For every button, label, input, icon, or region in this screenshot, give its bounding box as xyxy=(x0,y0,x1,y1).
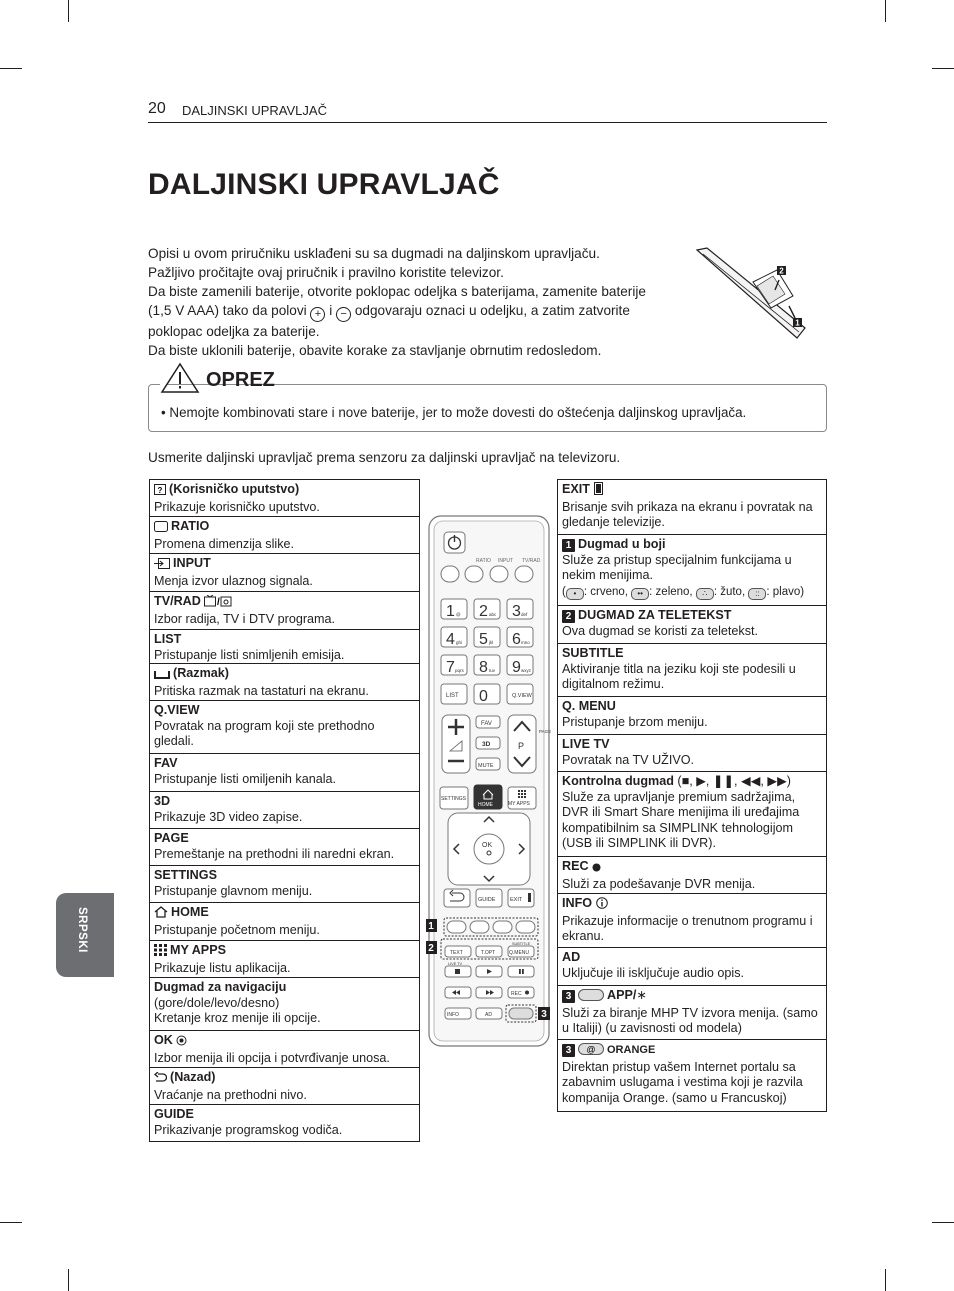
asterisk-icon: ∗ xyxy=(636,988,647,1002)
table-row: Kontrolna dugmad (■, ▶, ❚❚, ◀◀, ▶▶) Služe za upravljanje premium sadržajima, DVR ili Smart Share menijima ili uređajima kompatibilnim sa SIMPLINK tehnologijom (USB ili SIMPLINK ili DVR). xyxy=(558,771,826,856)
svg-text:LIST: LIST xyxy=(446,693,459,699)
table-row: 3D Prikazuje 3D video zapise. xyxy=(150,791,419,828)
svg-text:def: def xyxy=(521,612,528,617)
language-side-tab xyxy=(56,893,114,977)
button-table-left xyxy=(149,479,420,1142)
svg-text:LIVE TV: LIVE TV xyxy=(448,962,463,966)
svg-text:1: 1 xyxy=(428,921,434,932)
3d-icon: 3D xyxy=(154,794,171,808)
svg-text:EXIT: EXIT xyxy=(510,897,523,903)
header-section-title: DALJINSKI UPRAVLJAČ xyxy=(182,103,327,118)
badge-3: 3 xyxy=(562,990,575,1003)
badge-3: 3 xyxy=(562,1044,575,1057)
table-row: 3 APP/∗ Služi za biranje MHP TV izvora menija. (samo u Italiji) (u zavisnosti od modela) xyxy=(558,985,826,1039)
svg-text:0: 0 xyxy=(479,688,488,705)
apps-grid-icon xyxy=(154,944,167,961)
table-row: 1 Dugmad u boji Služe za pristup specijalnim funkcijama u nekim menijima. ( • : crveno, •• : zeleno, ∴ : žuto, :: : plavo) xyxy=(558,534,826,605)
user-guide-icon xyxy=(154,484,166,500)
svg-text:1: 1 xyxy=(446,603,455,620)
aim-instruction: Usmerite daljinski upravljač prema senzoru za daljinski upravljač na televizoru. xyxy=(148,450,621,465)
orange-at-button-icon xyxy=(578,1043,604,1060)
callout-1: 1 xyxy=(795,318,800,328)
red-button-icon: • xyxy=(566,588,584,600)
table-row: (Razmak) Pritiska razmak na tastaturi na ekranu. xyxy=(150,663,419,700)
svg-text:6: 6 xyxy=(512,631,521,648)
warning-triangle-icon xyxy=(160,362,200,394)
svg-text:wxyz: wxyz xyxy=(521,668,531,673)
table-row: 3 @ ORANGE Direktan pristup vašem Internet portalu sa zabavnim uslugama i vestima koji je razvila kompanija Orange. (samo u Francuskoj) xyxy=(558,1039,826,1111)
remote-control-illustration xyxy=(426,515,551,1047)
svg-text:/: / xyxy=(217,597,221,607)
button-table-right xyxy=(557,479,827,1112)
table-row: REC Služi za podešavanje DVR menija. xyxy=(558,856,826,893)
table-row: HOME Pristupanje početnom meniju. xyxy=(150,902,419,940)
intro-line: Pažljivo pročitajte ovaj priručnik i pravilno koristite televizor. xyxy=(148,265,504,280)
crop-mark xyxy=(0,68,22,69)
minus-pole-icon: − xyxy=(336,307,351,322)
svg-text:ghi: ghi xyxy=(456,640,463,645)
table-row: TV/RAD / Izbor radija, TV i DTV programa. xyxy=(150,591,419,629)
tv-radio-icon xyxy=(204,595,232,612)
svg-text:REC: REC xyxy=(511,991,522,997)
svg-text:Q.MENU: Q.MENU xyxy=(509,950,529,956)
svg-text:@: @ xyxy=(586,1044,596,1055)
table-row: 2 DUGMAD ZA TELETEKST Ova dugmad se koristi za teletekst. xyxy=(558,605,826,643)
caution-text: • Nemojte kombinovati stare i nove baterije, jer to može dovesti do oštećenja daljinskog upravljača. xyxy=(161,405,747,420)
app-button-icon xyxy=(578,989,604,1006)
crop-mark xyxy=(885,0,886,22)
intro-line: poklopac odeljka za baterije. xyxy=(148,324,320,339)
svg-text:7: 7 xyxy=(446,659,455,676)
svg-text:FAV: FAV xyxy=(481,721,492,727)
intro-text xyxy=(148,244,688,360)
svg-text:INPUT: INPUT xyxy=(498,558,513,564)
ratio-icon xyxy=(154,521,168,537)
rec-dot-icon xyxy=(592,861,601,877)
table-row: Q.VIEW Povratak na program koji ste prethodno gledali. xyxy=(150,700,419,753)
badge-2: 2 xyxy=(562,610,575,623)
page-number: 20 xyxy=(148,100,166,117)
blue-button-icon: :: xyxy=(748,588,766,600)
table-row: INFO Prikazuje informacije o trenutnom programu i ekranu. xyxy=(558,893,826,947)
battery-cover-illustration xyxy=(693,246,813,340)
crop-mark xyxy=(885,1269,886,1291)
crop-mark xyxy=(0,1222,22,1223)
crop-mark xyxy=(932,68,954,69)
language-tab-label: SRPSKI xyxy=(76,907,88,953)
svg-text:P: P xyxy=(518,741,525,751)
svg-text:2: 2 xyxy=(428,943,434,954)
table-row: Dugmad za navigaciju (gore/dole/levo/desno) Kretanje kroz menije ili opcije. xyxy=(150,977,419,1030)
svg-text:GUIDE: GUIDE xyxy=(478,897,496,903)
crop-mark xyxy=(932,1222,954,1223)
intro-line: (1,5 V AAA) tako da polovi + i − odgovaraju oznaci u odeljku, a zatim zatvorite xyxy=(148,303,630,320)
exit-icon xyxy=(594,482,603,500)
caution-heading xyxy=(160,362,275,394)
svg-text:PAGE: PAGE xyxy=(539,729,551,734)
table-row: SUBTITLE Aktiviranje titla na jeziku koji ste podesili u digitalnom režimu. xyxy=(558,643,826,696)
table-row: (Nazad) Vraćanje na prethodni nivo. xyxy=(150,1067,419,1104)
table-row: AD Uključuje ili isključuje audio opis. xyxy=(558,947,826,985)
table-row: Q. MENU Pristupanje brzom meniju. xyxy=(558,696,826,734)
svg-text:pqrs: pqrs xyxy=(455,668,464,673)
info-icon xyxy=(596,897,608,914)
table-row: OK Izbor menija ili opcija i potvrđivanje unosa. xyxy=(150,1030,419,1067)
yellow-button-icon: ∴ xyxy=(696,588,714,600)
table-row: LIVE TV Povratak na TV UŽIVO. xyxy=(558,734,826,771)
svg-text:3: 3 xyxy=(541,1009,547,1020)
input-icon xyxy=(154,558,170,574)
svg-text:2: 2 xyxy=(479,603,488,620)
svg-text:3: 3 xyxy=(512,603,521,620)
svg-text:TEXT: TEXT xyxy=(450,950,463,956)
svg-text:TV/RAD: TV/RAD xyxy=(522,558,541,564)
table-row: SETTINGS Pristupanje glavnom meniju. xyxy=(150,865,419,902)
table-row: MY APPS Prikazuje listu aplikacija. xyxy=(150,940,419,977)
table-row: RATIO Promena dimenzija slike. xyxy=(150,516,419,553)
home-icon xyxy=(154,906,168,923)
svg-text:MY APPS: MY APPS xyxy=(508,801,530,807)
back-icon xyxy=(154,1072,167,1088)
table-row: GUIDE Prikazivanje programskog vodiča. xyxy=(150,1104,419,1141)
crop-mark xyxy=(68,1269,69,1291)
intro-line: Opisi u ovom priručniku usklađeni su sa dugmadi na daljinskom upravljaču. xyxy=(148,246,600,261)
svg-text:OK: OK xyxy=(482,842,493,849)
table-row: INPUT Menja izvor ulaznog signala. xyxy=(150,553,419,591)
svg-text:HOME: HOME xyxy=(478,802,493,808)
table-row: PAGE Premeštanje na prethodni ili naredni ekran. xyxy=(150,828,419,865)
ok-dot-icon xyxy=(176,1035,187,1051)
table-row: FAV Pristupanje listi omiljenih kanala. xyxy=(150,753,419,791)
svg-text:8: 8 xyxy=(479,659,488,676)
svg-text:tuv: tuv xyxy=(489,668,496,673)
svg-text:mno: mno xyxy=(521,640,530,645)
caution-title: OPREZ xyxy=(206,369,275,391)
svg-text:abc: abc xyxy=(489,612,497,617)
svg-text:?: ? xyxy=(157,486,163,495)
intro-line: Da biste zamenili baterije, otvorite poklopac odeljka s baterijama, zamenite baterije xyxy=(148,284,646,299)
svg-text:9: 9 xyxy=(512,659,521,676)
svg-text:5: 5 xyxy=(479,631,488,648)
crop-mark xyxy=(68,0,69,22)
svg-text:T.OPT: T.OPT xyxy=(481,950,496,956)
plus-pole-icon: + xyxy=(310,307,325,322)
page-header xyxy=(148,100,827,123)
svg-text:4: 4 xyxy=(446,631,455,648)
svg-text:INFO: INFO xyxy=(447,1012,459,1018)
svg-text:SUBTITLE: SUBTITLE xyxy=(512,942,531,946)
intro-line: Da biste uklonili baterije, obavite korake za stavljanje obrnutim redosledom. xyxy=(148,343,602,358)
svg-text:jkl: jkl xyxy=(489,640,494,645)
svg-text:AD: AD xyxy=(485,1012,492,1018)
table-row: LIST Pristupanje listi snimljenih emisija. xyxy=(150,629,419,663)
table-row: ? (Korisničko uputstvo) Prikazuje korisničko uputstvo. xyxy=(150,479,419,516)
table-row: EXIT Brisanje svih prikaza na ekranu i povratak na gledanje televizije. xyxy=(558,479,826,534)
callout-2: 2 xyxy=(779,266,784,276)
svg-text:MUTE: MUTE xyxy=(478,763,494,769)
svg-text:RATIO: RATIO xyxy=(476,558,491,564)
svg-text:@: @ xyxy=(456,612,461,617)
svg-text:Q.VIEW: Q.VIEW xyxy=(512,693,532,699)
space-icon xyxy=(154,668,170,684)
badge-1: 1 xyxy=(562,539,575,552)
svg-text:3D: 3D xyxy=(482,741,491,748)
page-title: DALJINSKI UPRAVLJAČ xyxy=(148,168,500,201)
svg-text:SETTINGS: SETTINGS xyxy=(441,796,467,802)
green-button-icon: •• xyxy=(631,588,649,600)
